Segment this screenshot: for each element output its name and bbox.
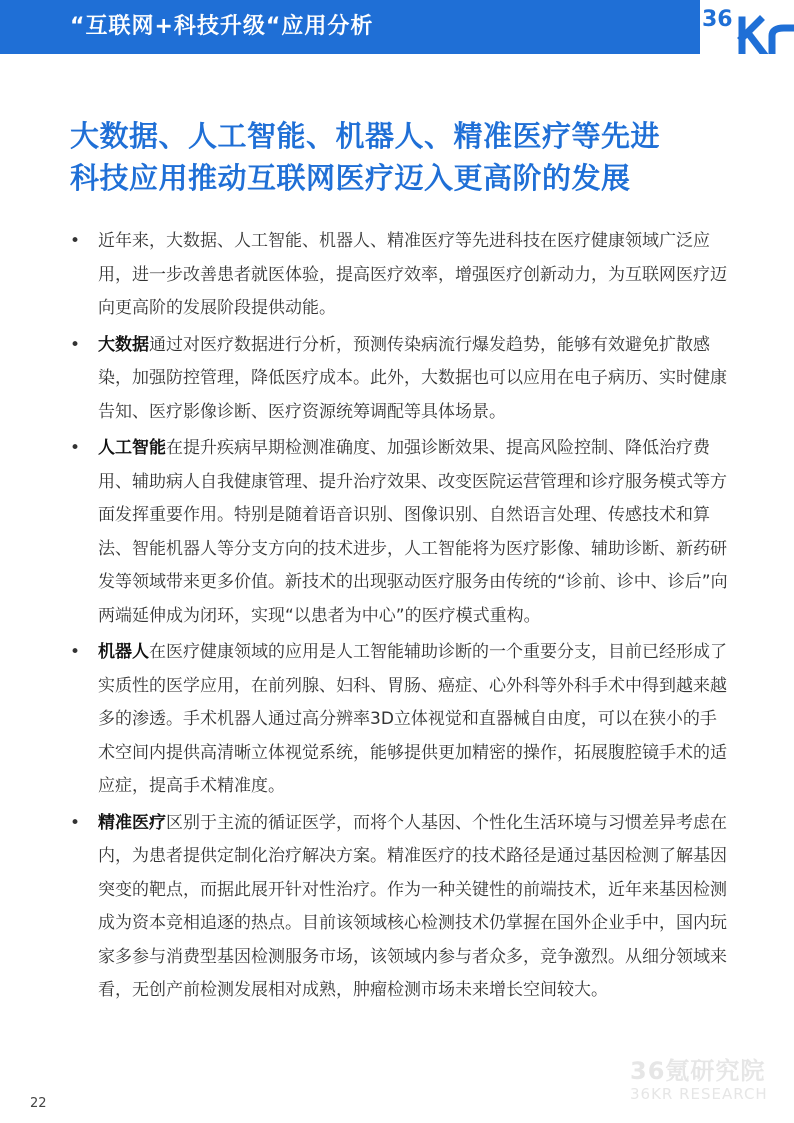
bullet-text: 区别于主流的循证医学，而将个人基因、个性化生活环境与习惯差异考虑在内，为患者提供定制化治疗解决方案。精准医疗的技术路径是通过基因检测了解基因突变的靶点，而据此展开针对性治疗。作为一种关键性的前端技术，近年来基因检测成为资本竞相追逐的热点。目前该领域核心检测技术仍掌握在国外企业手中，国内玩家多参与消费型基因检测服务市场，该领域内参与者众多，竞争激烈。从细分领域来看，无创产前检测发展相对成熟，肿瘤检测市场未来增长空间较大。 [98,812,727,1000]
list-item [70,636,730,804]
bullet-icon: • [70,642,81,662]
bullet-icon: • [70,231,81,251]
list-item [70,807,730,1008]
page-number: 22 [30,1096,47,1111]
watermark [630,1057,780,1103]
36kr-logo-icon [700,0,794,54]
bullet-text: 在提升疾病早期检测准确度、加强诊断效果、提高风险控制、降低治疗费用、辅助病人自我健康管理、提升治疗效果、改变医院运营管理和诊疗服务模式等方面发挥重要作用。特别是随着语音识别、图像识别、自然语言处理、传感技术和算法、智能机器人等分支方向的技术进步，人工智能将为医疗影像、辅助诊断、新药研发等领域带来更多价值。新技术的出现驱动医疗服务由传统的“诊前、诊中、诊后”向两端延伸成为闭环，实现“以患者为中心”的医疗模式重构。 [98,438,728,626]
watermark-cn: 36氪研究院 [630,1057,766,1085]
svg-text:36: 36 [702,7,733,32]
bullet-text: 在医疗健康领域的应用是人工智能辅助诊断的一个重要分支，目前已经形成了实质性的医学应用，在前列腺、妇科、胃肠、癌症、心外科等外科手术中得到越来越多的渗透。手术机器人通过高分辨率3D立体视觉和直器械自由度，可以在狭小的手术空间内提供高清晰立体视觉系统，能够提供更加精密的操作，拓展腹腔镜手术的适应症，提高手术精准度。 [98,642,727,796]
bullet-term: 机器人 [98,642,149,662]
list-item [70,225,730,326]
bullet-term: 大数据 [98,334,149,355]
bullet-list [70,225,730,1011]
bullet-icon: • [70,812,81,833]
list-item [70,432,730,633]
headline-line-2: 科技应用推动互联网医疗迈入更高阶的发展 [70,161,631,195]
bullet-text: 通过对医疗数据进行分析，预测传染病流行爆发趋势，能够有效避免扩散感染，加强防控管理，降低医疗成本。此外，大数据也可以应用在电子病历、实时健康告知、医疗影像诊断、医疗资源统筹调配等具体场景。 [98,334,727,422]
watermark-en: 36KR RESEARCH [630,1085,768,1103]
header-bar [0,0,700,54]
section-title: “互联网+科技升级“应用分析 [70,14,374,39]
bullet-icon: • [70,438,81,458]
bullet-term: 精准医疗 [98,812,166,833]
headline-line-1: 大数据、人工智能、机器人、精准医疗等先进 [70,119,661,153]
bullet-text: 近年来，大数据、人工智能、机器人、精准医疗等先进科技在医疗健康领域广泛应用，进一步改善患者就医体验，提高医疗效率，增强医疗创新动力，为互联网医疗迈向更高阶的发展阶段提供动能。 [98,231,727,318]
page-headline [70,115,750,199]
list-item [70,329,730,430]
bullet-term: 人工智能 [98,438,166,458]
36kr-logo [700,0,794,54]
bullet-icon: • [70,334,81,355]
